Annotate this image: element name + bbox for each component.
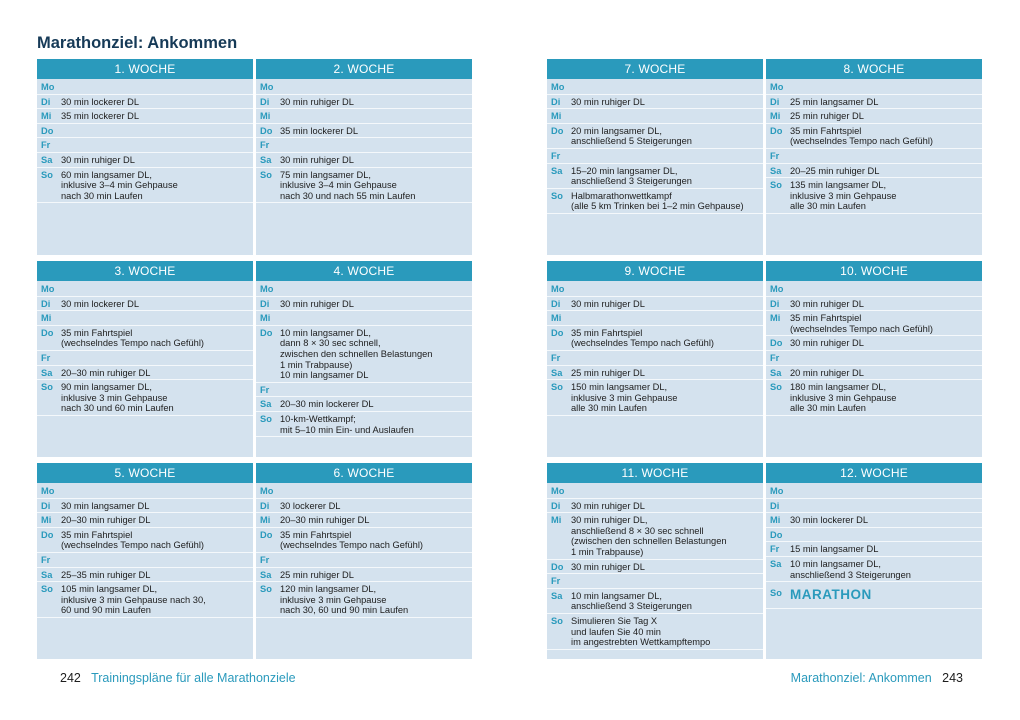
- day-row: [547, 380, 763, 416]
- day-row: [256, 282, 472, 297]
- week-title: 3. WOCHE: [37, 261, 253, 281]
- day-row: [256, 484, 472, 499]
- day-label: Fr: [770, 544, 780, 555]
- day-label: Fr: [41, 554, 51, 565]
- week-title: 5. WOCHE: [37, 463, 253, 483]
- day-row: [37, 297, 253, 312]
- week-title: 11. WOCHE: [547, 463, 763, 483]
- day-row: [256, 95, 472, 110]
- day-row: [766, 380, 982, 416]
- week-title: 9. WOCHE: [547, 261, 763, 281]
- day-row: [547, 311, 763, 326]
- day-label: Di: [260, 298, 270, 309]
- workout-text: 10 min langsamer DL, anschließend 3 Steigerungen: [790, 558, 911, 580]
- week-card: [547, 463, 763, 659]
- day-row: [547, 189, 763, 214]
- day-label: Di: [770, 500, 780, 511]
- day-row: [37, 553, 253, 568]
- workout-text: 35 min Fahrtspiel (wechselndes Tempo nach Gefühl): [790, 125, 933, 147]
- workout-text: 30 min ruhiger DL: [571, 500, 645, 511]
- day-label: Di: [41, 500, 51, 511]
- day-row: [766, 149, 982, 164]
- week-card: [37, 59, 253, 255]
- day-label: Mi: [260, 313, 271, 324]
- day-label: Do: [551, 327, 564, 338]
- workout-text: 25 min ruhiger DL: [571, 367, 645, 378]
- day-row: [766, 124, 982, 149]
- workout-text: 25 min ruhiger DL: [790, 111, 864, 122]
- day-label: So: [770, 382, 782, 393]
- day-label: Sa: [551, 165, 563, 176]
- workout-text: 30 min ruhiger DL: [280, 96, 354, 107]
- workout-text: 30 min ruhiger DL: [280, 154, 354, 165]
- workout-text: 20–30 min ruhiger DL: [280, 515, 370, 526]
- day-row: [256, 397, 472, 412]
- day-label: So: [260, 413, 272, 424]
- marathon-label: MARATHON: [790, 587, 872, 603]
- day-label: So: [260, 584, 272, 595]
- workout-text: 30 min ruhiger DL: [571, 298, 645, 309]
- week-title: 10. WOCHE: [766, 261, 982, 281]
- day-label: Fr: [770, 352, 780, 363]
- day-row: [547, 513, 763, 559]
- workout-text: Halbmarathonwettkampf (alle 5 km Trinken bei 1–2 min Gehpause): [571, 190, 744, 212]
- workout-text: 75 min langsamer DL, inklusive 3–4 min Gehpause nach 30 und nach 55 min Laufen: [280, 169, 416, 201]
- day-label: Mo: [41, 284, 55, 294]
- day-label: Sa: [41, 154, 53, 165]
- day-label: Sa: [770, 367, 782, 378]
- day-label: Mi: [770, 111, 781, 122]
- workout-text: 20–30 min ruhiger DL: [61, 367, 151, 378]
- day-label: Di: [551, 298, 561, 309]
- day-row: [766, 484, 982, 499]
- day-label: Do: [770, 125, 783, 136]
- day-label: Mo: [770, 486, 784, 496]
- workout-text: 30 min ruhiger DL: [280, 298, 354, 309]
- workout-text: 30 min ruhiger DL: [571, 96, 645, 107]
- workout-text: 35 min lockerer DL: [61, 111, 140, 122]
- day-label: So: [41, 584, 53, 595]
- workout-text: 30 min ruhiger DL: [571, 561, 645, 572]
- workout-text: 20–30 min ruhiger DL: [61, 515, 151, 526]
- day-label: Fr: [551, 352, 561, 363]
- workout-text: 30 min lockerer DL: [61, 96, 140, 107]
- day-label: Di: [551, 500, 561, 511]
- day-row: [256, 383, 472, 398]
- day-label: Do: [41, 327, 54, 338]
- day-row: [37, 311, 253, 326]
- day-row: [256, 168, 472, 204]
- week-card: [766, 463, 982, 659]
- day-row: [547, 164, 763, 189]
- workout-text: 10 min langsamer DL, anschließend 3 Steigerungen: [571, 590, 692, 612]
- week-card: [547, 261, 763, 457]
- workout-text: 25 min ruhiger DL: [280, 569, 354, 580]
- week-card: [37, 463, 253, 659]
- page-title: Marathonziel: Ankommen: [37, 34, 238, 52]
- workout-text: 60 min langsamer DL, inklusive 3–4 min Gehpause nach 30 min Laufen: [61, 169, 178, 201]
- week-title: 12. WOCHE: [766, 463, 982, 483]
- day-row: [37, 484, 253, 499]
- workout-text: 20 min langsamer DL, anschließend 5 Steigerungen: [571, 125, 692, 147]
- day-row: [256, 311, 472, 326]
- day-label: Fr: [770, 150, 780, 161]
- day-label: Mo: [551, 486, 565, 496]
- day-label: Do: [551, 561, 564, 572]
- day-row: [766, 513, 982, 528]
- workout-text: 150 min langsamer DL, inklusive 3 min Gehpause alle 30 min Laufen: [571, 382, 678, 414]
- workout-text: 105 min langsamer DL, inklusive 3 min Gehpause nach 30, 60 und 90 min Laufen: [61, 584, 206, 616]
- day-label: So: [551, 382, 563, 393]
- day-label: Di: [260, 500, 270, 511]
- week-card: [256, 59, 472, 255]
- day-row: [37, 380, 253, 416]
- workout-text: 35 min Fahrtspiel (wechselndes Tempo nach Gefühl): [790, 313, 933, 334]
- week-title: 6. WOCHE: [256, 463, 472, 483]
- day-row: [547, 326, 763, 351]
- workout-text: 20–30 min lockerer DL: [280, 399, 374, 410]
- day-row: [37, 568, 253, 583]
- day-row: [766, 557, 982, 582]
- day-row: [256, 553, 472, 568]
- day-label: Mo: [260, 486, 274, 496]
- day-label: Fr: [41, 352, 51, 363]
- day-row: [256, 412, 472, 437]
- day-label: Sa: [551, 590, 563, 601]
- week-card: [547, 59, 763, 255]
- day-row: [547, 124, 763, 149]
- day-label: Fr: [260, 384, 270, 395]
- workout-text: 135 min langsamer DL, inklusive 3 min Gehpause alle 30 min Laufen: [790, 180, 897, 212]
- day-row: [37, 168, 253, 204]
- day-label: Sa: [260, 154, 272, 165]
- day-label: Sa: [770, 558, 782, 569]
- day-row: [547, 297, 763, 312]
- day-label: Do: [260, 125, 273, 136]
- day-row: [37, 366, 253, 381]
- day-row: [766, 109, 982, 124]
- day-label: Do: [41, 125, 54, 136]
- workout-text: 15 min langsamer DL: [790, 544, 879, 555]
- day-label: Fr: [41, 140, 51, 151]
- day-row: [547, 366, 763, 381]
- day-row: [547, 109, 763, 124]
- day-label: Di: [41, 96, 51, 107]
- day-label: Mi: [551, 111, 562, 122]
- week-card: [766, 261, 982, 457]
- week-title: 2. WOCHE: [256, 59, 472, 79]
- workout-text: 10 min langsamer DL, dann 8 × 30 sec schnell, zwischen den schnellen Belastungen 1 min Trabpause) 10 min langsamer DL: [280, 327, 433, 381]
- day-row: [37, 153, 253, 168]
- day-row: [256, 109, 472, 124]
- day-row: [37, 528, 253, 553]
- day-label: Di: [260, 96, 270, 107]
- day-row: [256, 528, 472, 553]
- day-label: Mi: [551, 515, 562, 526]
- day-row: [256, 138, 472, 153]
- day-label: Mo: [770, 82, 784, 92]
- day-row: [37, 582, 253, 618]
- day-label: So: [41, 169, 53, 180]
- day-label: Fr: [260, 554, 270, 565]
- day-row: [256, 513, 472, 528]
- day-label: So: [551, 190, 563, 201]
- day-label: Fr: [551, 150, 561, 161]
- day-label: Mo: [260, 82, 274, 92]
- day-label: So: [770, 588, 782, 599]
- day-label: Mi: [770, 313, 781, 324]
- day-row: [256, 499, 472, 514]
- day-row: [256, 153, 472, 168]
- day-label: Sa: [41, 569, 53, 580]
- day-label: Mo: [551, 284, 565, 294]
- day-label: Do: [551, 125, 564, 136]
- day-label: So: [770, 180, 782, 191]
- day-row: [547, 560, 763, 575]
- week-card: [37, 261, 253, 457]
- workout-text: 30 lockerer DL: [280, 500, 341, 511]
- day-row: [547, 351, 763, 366]
- workout-text: 35 min Fahrtspiel (wechselndes Tempo nach Gefühl): [571, 327, 714, 349]
- day-label: Do: [260, 327, 273, 338]
- day-row: [766, 80, 982, 95]
- day-label: Do: [260, 529, 273, 540]
- day-row: [256, 80, 472, 95]
- day-label: So: [41, 382, 53, 393]
- footer-chapter-title: Marathonziel: Ankommen: [790, 671, 932, 685]
- day-row: [37, 124, 253, 139]
- day-row: [766, 282, 982, 297]
- page-number-right: 243: [942, 671, 963, 685]
- day-row: [37, 95, 253, 110]
- footer-section-title: Trainingspläne für alle Marathonziele: [91, 671, 296, 685]
- day-label: Sa: [770, 165, 782, 176]
- day-row: [256, 297, 472, 312]
- day-row: [256, 582, 472, 618]
- day-label: So: [551, 615, 563, 626]
- day-row: [256, 326, 472, 383]
- day-label: Do: [41, 529, 54, 540]
- workout-text: 25 min langsamer DL: [790, 96, 879, 107]
- day-row: [547, 589, 763, 614]
- day-row: [547, 95, 763, 110]
- footer-right: [791, 671, 963, 685]
- day-label: Mi: [260, 111, 271, 122]
- day-label: Do: [770, 529, 783, 540]
- day-row: [766, 297, 982, 312]
- day-row: [766, 499, 982, 514]
- day-label: Sa: [551, 367, 563, 378]
- day-row: [37, 109, 253, 124]
- workout-text: 180 min langsamer DL, inklusive 3 min Gehpause alle 30 min Laufen: [790, 382, 897, 414]
- day-row: [547, 614, 763, 650]
- day-label: Mi: [260, 515, 271, 526]
- workout-text: 35 min Fahrtspiel (wechselndes Tempo nach Gefühl): [61, 529, 204, 551]
- footer-left: [60, 671, 296, 685]
- day-label: Fr: [260, 140, 270, 151]
- workout-text: 30 min ruhiger DL: [790, 298, 864, 309]
- day-label: Mi: [551, 313, 562, 324]
- day-label: Mo: [551, 82, 565, 92]
- day-row: [547, 484, 763, 499]
- day-row: [547, 149, 763, 164]
- day-label: Di: [551, 96, 561, 107]
- day-row: [766, 178, 982, 214]
- week-card: [256, 463, 472, 659]
- day-row: [766, 528, 982, 543]
- day-label: Do: [770, 338, 783, 349]
- day-label: Mo: [770, 284, 784, 294]
- day-label: Sa: [41, 367, 53, 378]
- week-title: 7. WOCHE: [547, 59, 763, 79]
- day-label: So: [260, 169, 272, 180]
- workout-text: 35 min lockerer DL: [280, 125, 359, 136]
- workout-text: 30 min langsamer DL: [61, 500, 150, 511]
- workout-text: 30 min lockerer DL: [61, 298, 140, 309]
- day-label: Mi: [41, 313, 52, 324]
- day-row: [766, 95, 982, 110]
- day-label: Sa: [260, 569, 272, 580]
- workout-text: 90 min langsamer DL, inklusive 3 min Gehpause nach 30 und 60 min Laufen: [61, 382, 174, 414]
- workout-text: 25–35 min ruhiger DL: [61, 569, 151, 580]
- workout-text: 10-km-Wettkampf; mit 5–10 min Ein- und Auslaufen: [280, 413, 414, 435]
- day-label: Fr: [551, 576, 561, 587]
- day-row: [547, 80, 763, 95]
- week-title: 4. WOCHE: [256, 261, 472, 281]
- workout-text: 30 min lockerer DL: [790, 515, 869, 526]
- day-label: Mo: [260, 284, 274, 294]
- workout-text: 30 min ruhiger DL: [790, 338, 864, 349]
- workout-text: 30 min ruhiger DL, anschließend 8 × 30 sec schnell (zwischen den schnellen Belastungen 1 min Trabpause): [571, 515, 727, 557]
- day-row: [766, 164, 982, 179]
- day-row: [766, 366, 982, 381]
- page-number-left: 242: [60, 671, 81, 685]
- day-row: [547, 499, 763, 514]
- day-row: [256, 568, 472, 583]
- workout-text: 20–25 min ruhiger DL: [790, 165, 880, 176]
- day-row: [766, 336, 982, 351]
- day-row: [37, 499, 253, 514]
- day-label: Mi: [41, 111, 52, 122]
- day-row: [766, 542, 982, 557]
- day-label: Mo: [41, 486, 55, 496]
- workout-text: 20 min ruhiger DL: [790, 367, 864, 378]
- week-card: [766, 59, 982, 255]
- day-row: [256, 124, 472, 139]
- day-label: Di: [770, 298, 780, 309]
- week-title: 1. WOCHE: [37, 59, 253, 79]
- week-title: 8. WOCHE: [766, 59, 982, 79]
- day-row: [766, 311, 982, 336]
- week-card: [256, 261, 472, 457]
- day-row: [766, 582, 982, 609]
- day-label: Sa: [260, 399, 272, 410]
- day-row: [766, 351, 982, 366]
- day-row: [37, 513, 253, 528]
- day-row: [37, 351, 253, 366]
- day-row: [37, 80, 253, 95]
- workout-text: 120 min langsamer DL, inklusive 3 min Gehpause nach 30, 60 und 90 min Laufen: [280, 584, 409, 616]
- day-row: [37, 282, 253, 297]
- workout-text: 30 min ruhiger DL: [61, 154, 135, 165]
- day-row: [37, 138, 253, 153]
- day-label: Mo: [41, 82, 55, 92]
- workout-text: Simulieren Sie Tag X und laufen Sie 40 min im angestrebten Wettkampftempo: [571, 615, 711, 648]
- day-label: Di: [770, 96, 780, 107]
- day-label: Mi: [41, 515, 52, 526]
- day-label: Di: [41, 298, 51, 309]
- day-row: [37, 326, 253, 351]
- day-row: [547, 282, 763, 297]
- workout-text: 35 min Fahrtspiel (wechselndes Tempo nach Gefühl): [61, 327, 204, 349]
- workout-text: 15–20 min langsamer DL, anschließend 3 Steigerungen: [571, 165, 692, 187]
- day-row: [547, 574, 763, 589]
- day-label: Mi: [770, 515, 781, 526]
- workout-text: 35 min Fahrtspiel (wechselndes Tempo nach Gefühl): [280, 529, 423, 551]
